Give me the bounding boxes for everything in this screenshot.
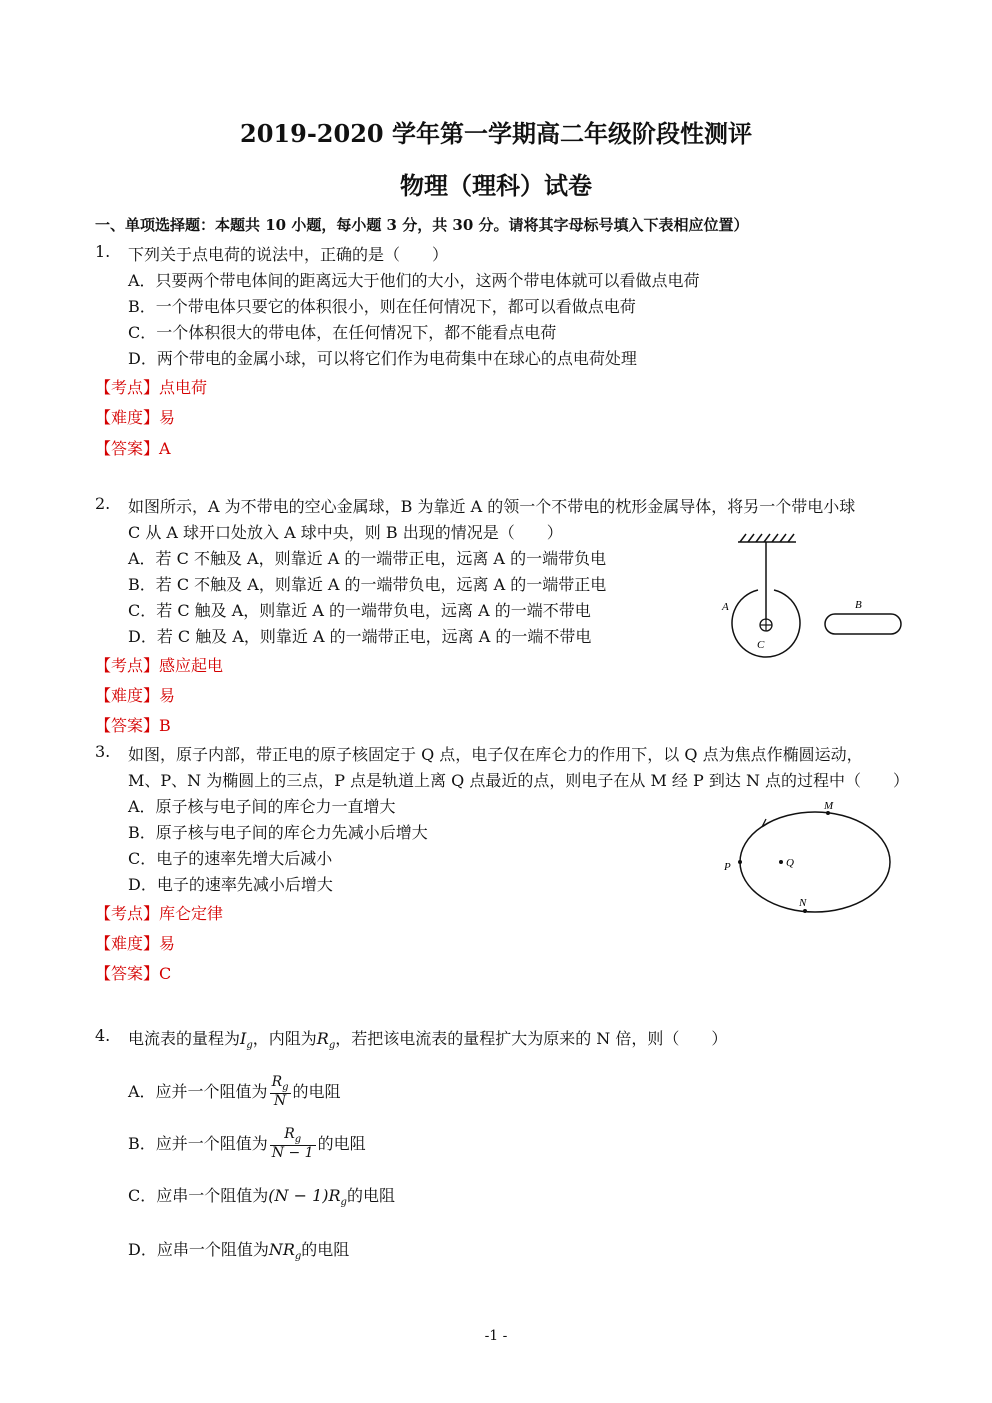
q3-nandu: 【难度】易 — [95, 934, 176, 953]
q3-daan: 【答案】C — [95, 964, 172, 983]
q4-number: 4. — [95, 1026, 111, 1045]
q2-stem-line1: 如图所示，A 为不带电的空心金属球，B 为靠近 A 的领一个不带电的枕形金属导体，将另一个带电小球 — [128, 497, 856, 516]
q2-option-c: C．若 C 触及 A，则靠近 A 的一端带负电，远离 A 的一端不带电 — [128, 601, 591, 620]
section-heading: 一、单项选择题：本题共 10 小题，每小题 3 分，共 30 分。请将其字母标号填入下表相应位置） — [95, 216, 749, 234]
exam-title: 2019-2020 学年第一学期高二年级阶段性测评 — [240, 119, 752, 148]
q3-kaodian: 【考点】库仑定律 — [95, 904, 224, 923]
q4-option-d — [128, 1237, 349, 1262]
q3-option-c: C．电子的速率先增大后减小 — [128, 849, 333, 868]
q4-option-c-prefix: C．应串一个阻值为 — [128, 1186, 269, 1205]
q4-option-d-suffix: 的电阻 — [301, 1240, 350, 1259]
q1-option-d: D．两个带电的金属小球，可以将它们作为电荷集中在球心的点电荷处理 — [128, 349, 637, 368]
q2-option-d: D．若 C 触及 A，则靠近 A 的一端带正电，远离 A 的一端不带电 — [128, 627, 592, 646]
figure-label-n: N — [799, 897, 807, 909]
q2-option-a: A．若 C 不触及 A，则靠近 A 的一端带正电，远离 A 的一端带负电 — [128, 549, 607, 568]
q4-option-a-fraction — [270, 1075, 291, 1109]
q4-option-c-expression: (N − 1)R — [268, 1186, 341, 1205]
q3-stem-line1: 如图，原子内部，带正电的原子核固定于 Q 点，电子仅在库仑力的作用下，以 Q 点为焦点作椭圆运动， — [128, 745, 863, 764]
q4-option-a-prefix: A．应并一个阻值为 — [128, 1082, 268, 1101]
fraction-denominator: N − 1 — [271, 1145, 314, 1162]
q1-stem: 下列关于点电荷的说法中，正确的是（ ） — [128, 245, 449, 264]
q3-figure — [710, 792, 910, 922]
q1-nandu: 【难度】易 — [95, 408, 176, 427]
figure-label-a: A — [722, 601, 729, 613]
q4-option-c — [128, 1183, 395, 1208]
q4-option-b-suffix: 的电阻 — [317, 1134, 366, 1153]
q2-stem-line2: C 从 A 球开口处放入 A 球中央，则 B 出现的情况是（ ） — [128, 523, 563, 542]
q4-option-c-subscript: g — [340, 1197, 347, 1209]
q4-stem-part-b: ，内阻为 — [252, 1029, 317, 1048]
q4-option-b-fraction — [270, 1127, 316, 1161]
q2-option-b: B．若 C 不触及 A，则靠近 A 的一端带负电，远离 A 的一端带正电 — [128, 575, 607, 594]
q1-option-c: C．一个体积很大的带电体，在任何情况下，都不能看点电荷 — [128, 323, 557, 342]
fraction-subscript: g — [282, 1082, 289, 1094]
pillow-conductor-b — [825, 614, 901, 634]
q1-number: 1. — [95, 242, 111, 261]
q3-number: 3. — [95, 742, 111, 761]
figure-label-m: M — [824, 800, 834, 812]
fraction-subscript: g — [294, 1134, 302, 1146]
q4-option-d-subscript: g — [294, 1251, 302, 1263]
ceiling-support — [738, 534, 796, 542]
q4-option-d-expression: NR — [268, 1240, 295, 1259]
q1-daan: 【答案】A — [95, 439, 171, 458]
q2-nandu: 【难度】易 — [95, 686, 176, 705]
point-p — [738, 860, 742, 864]
q3-option-b: B．原子核与电子间的库仑力先减小后增大 — [128, 823, 428, 842]
fraction-numerator: R — [271, 1074, 283, 1091]
q4-option-b-prefix: B．应并一个阻值为 — [128, 1134, 268, 1153]
q2-daan: 【答案】B — [95, 716, 171, 735]
point-q — [779, 860, 783, 864]
q4-option-a-suffix: 的电阻 — [292, 1082, 341, 1101]
q4-option-a — [128, 1068, 341, 1116]
q4-stem-part-a: 电流表的量程为 — [128, 1029, 241, 1048]
q4-option-b — [128, 1120, 366, 1168]
q4-subscript-g: g — [246, 1040, 253, 1052]
q2-kaodian: 【考点】感应起电 — [95, 656, 224, 675]
fraction-numerator: R — [284, 1126, 295, 1143]
q1-kaodian: 【考点】点电荷 — [95, 378, 208, 397]
q4-symbol-r: R — [316, 1029, 329, 1048]
q2-number: 2. — [95, 494, 111, 513]
q4-option-c-suffix: 的电阻 — [346, 1186, 395, 1205]
fraction-denominator: N — [273, 1093, 287, 1110]
q3-option-a: A．原子核与电子间的库仑力一直增大 — [128, 797, 396, 816]
figure-label-p: P — [724, 861, 731, 873]
q4-symbol-i: I — [240, 1029, 247, 1048]
q3-option-d: D．电子的速率先减小后增大 — [128, 875, 333, 894]
q1-option-b: B．一个带电体只要它的体积很小，则在任何情况下，都可以看做点电荷 — [128, 297, 636, 316]
figure-label-c: C — [757, 639, 765, 651]
q2-figure — [700, 528, 920, 668]
figure-label-q: Q — [786, 857, 794, 869]
q4-option-d-prefix: D．应串一个阻值为 — [128, 1240, 269, 1259]
point-n — [803, 909, 807, 913]
page-number: -1 - — [484, 1328, 508, 1344]
q4-stem — [128, 1026, 727, 1051]
figure-label-b: B — [855, 599, 862, 611]
q4-stem-part-c: ，若把该电流表的量程扩大为原来的 N 倍，则（ ） — [335, 1029, 728, 1048]
q3-stem-line2: M、P、N 为椭圆上的三点，P 点是轨道上离 Q 点最近的点，则电子在从 M 经 P 到达 N 点的过程中（ ） — [128, 771, 910, 790]
orbit-direction-arrow-icon — [762, 819, 770, 827]
q4-subscript-g: g — [328, 1040, 336, 1052]
exam-subtitle: 物理（理科）试卷 — [400, 171, 592, 200]
q1-option-a: A．只要两个带电体间的距离远大于他们的大小，这两个带电体就可以看做点电荷 — [128, 271, 700, 290]
